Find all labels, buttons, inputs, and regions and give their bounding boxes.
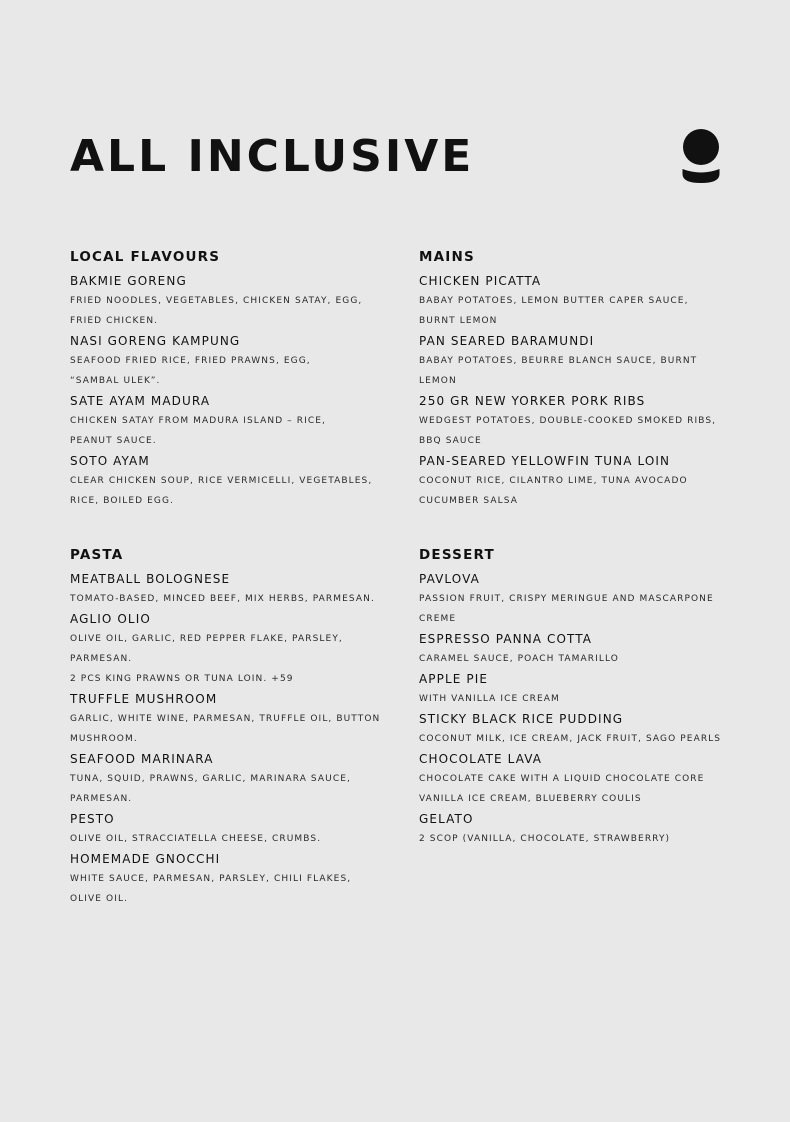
menu-item-description: WEDGEST POTATOES, DOUBLE-COOKED SMOKED RIBS, <box>419 416 717 426</box>
menu-item-name: MEATBALL BOLOGNESE <box>70 572 231 586</box>
menu-item-name: SATE AYAM MADURA <box>70 394 211 408</box>
menu-item-description: BURNT LEMON <box>419 316 498 326</box>
menu-item-description: COCONUT RICE, CILANTRO LIME, TUNA AVOCADO <box>419 476 688 486</box>
menu-item-description: OLIVE OIL, STRACCIATELLA CHEESE, CRUMBS. <box>70 834 322 844</box>
menu-item <box>419 749 749 809</box>
menu-item-description: FRIED NOODLES, VEGETABLES, CHICKEN SATAY, EGG, <box>70 296 363 306</box>
menu-item-name: ESPRESSO PANNA COTTA <box>419 632 593 646</box>
menu-item-description: CHICKEN SATAY FROM MADURA ISLAND – RICE, <box>70 416 326 426</box>
menu-title: ALL INCLUSIVE <box>70 131 475 182</box>
menu-item <box>419 451 744 511</box>
menu-item-description: CUCUMBER SALSA <box>419 496 518 506</box>
menu-item <box>70 569 400 609</box>
menu-item-description: GARLIC, WHITE WINE, PARMESAN, TRUFFLE OIL, BUTTON <box>70 714 381 724</box>
menu-item-description: CLEAR CHICKEN SOUP, RICE VERMICELLI, VEGETABLES, <box>70 476 373 486</box>
menu-item-description: PARMESAN. <box>70 794 133 804</box>
menu-item-name: TRUFFLE MUSHROOM <box>70 692 218 706</box>
menu-item-description: WITH VANILLA ICE CREAM <box>419 694 560 704</box>
menu-item <box>419 809 749 849</box>
menu-item-description: “SAMBAL ULEK”. <box>70 376 161 386</box>
menu-item-description: BABAY POTATOES, BEURRE BLANCH SAUCE, BURNT <box>419 356 698 366</box>
menu-item-description: OLIVE OIL, GARLIC, RED PEPPER FLAKE, PARSLEY, <box>70 634 343 644</box>
menu-item-name: 250 GR NEW YORKER PORK RIBS <box>419 394 646 408</box>
menu-item <box>419 629 749 669</box>
menu-item-description: PASSION FRUIT, CRISPY MERINGUE AND MASCARPONE <box>419 594 714 604</box>
menu-item-description: OLIVE OIL. <box>70 894 129 904</box>
menu-item-name: APPLE PIE <box>419 672 489 686</box>
menu-item-name: AGLIO OLIO <box>70 612 151 626</box>
menu-item-name: HOMEMADE GNOCCHI <box>70 852 221 866</box>
menu-item <box>419 331 744 391</box>
menu-item-description: LEMON <box>419 376 457 386</box>
menu-item <box>70 451 395 511</box>
menu-item-name: SEAFOOD MARINARA <box>70 752 214 766</box>
menu-item-description: 2 SCOP (VANILLA, CHOCOLATE, STRAWBERRY) <box>419 834 671 844</box>
menu-item-description: CHOCOLATE CAKE WITH A LIQUID CHOCOLATE CORE <box>419 774 705 784</box>
menu-item-description: CREME <box>419 614 457 624</box>
menu-item-name: PESTO <box>70 812 115 826</box>
menu-item-description: COCONUT MILK, ICE CREAM, JACK FRUIT, SAGO PEARLS <box>419 734 722 744</box>
menu-item-description: TUNA, SQUID, PRAWNS, GARLIC, MARINARA SAUCE, <box>70 774 351 784</box>
menu-item <box>419 391 744 451</box>
section-dessert <box>419 548 749 849</box>
section-title: DESSERT <box>419 547 495 563</box>
menu-item <box>70 271 395 331</box>
menu-item-description: FRIED CHICKEN. <box>70 316 159 326</box>
menu-item <box>419 709 749 749</box>
menu-item <box>70 689 400 749</box>
brand-logo-icon <box>682 128 720 184</box>
section-title: MAINS <box>419 249 475 265</box>
menu-item <box>70 609 400 689</box>
menu-item-description: MUSHROOM. <box>70 734 138 744</box>
menu-item-name: PAVLOVA <box>419 572 480 586</box>
menu-item-description: PARMESAN. <box>70 654 133 664</box>
menu-item <box>70 749 400 809</box>
menu-item <box>419 669 749 709</box>
menu-item <box>70 391 395 451</box>
menu-item-name: BAKMIE GORENG <box>70 274 187 288</box>
section-pasta <box>70 548 400 909</box>
menu-item-description: CARAMEL SAUCE, POACH TAMARILLO <box>419 654 619 664</box>
menu-item-description: WHITE SAUCE, PARMESAN, PARSLEY, CHILI FLAKES, <box>70 874 352 884</box>
menu-item-name: PAN SEARED BARAMUNDI <box>419 334 595 348</box>
menu-item <box>70 331 395 391</box>
menu-item <box>419 271 744 331</box>
menu-item-description: VANILLA ICE CREAM, BLUEBERRY COULIS <box>419 794 642 804</box>
menu-item-name: STICKY BLACK RICE PUDDING <box>419 712 624 726</box>
menu-item-name: GELATO <box>419 812 474 826</box>
menu-item <box>419 569 749 629</box>
menu-item-name: CHICKEN PICATTA <box>419 274 542 288</box>
menu-item-name: SOTO AYAM <box>70 454 150 468</box>
menu-item <box>70 809 400 849</box>
section-title: PASTA <box>70 547 124 563</box>
menu-item-name: NASI GORENG KAMPUNG <box>70 334 241 348</box>
section-title: LOCAL FLAVOURS <box>70 249 221 265</box>
menu-item-description: TOMATO-BASED, MINCED BEEF, MIX HERBS, PARMESAN. <box>70 594 375 604</box>
menu-item-description: PEANUT SAUCE. <box>70 436 157 446</box>
menu-item-description: RICE, BOILED EGG. <box>70 496 175 506</box>
menu-item-name: CHOCOLATE LAVA <box>419 752 543 766</box>
menu-item-description: 2 PCS KING PRAWNS OR TUNA LOIN. +59 <box>70 674 294 684</box>
menu-item-name: PAN-SEARED YELLOWFIN TUNA LOIN <box>419 454 671 468</box>
menu-item-description: SEAFOOD FRIED RICE, FRIED PRAWNS, EGG, <box>70 356 311 366</box>
menu-item <box>70 849 400 909</box>
menu-item-description: BBQ SAUCE <box>419 436 482 446</box>
section-local-flavours <box>70 250 395 511</box>
menu-item-description: BABAY POTATOES, LEMON BUTTER CAPER SAUCE, <box>419 296 689 306</box>
section-mains <box>419 250 744 511</box>
